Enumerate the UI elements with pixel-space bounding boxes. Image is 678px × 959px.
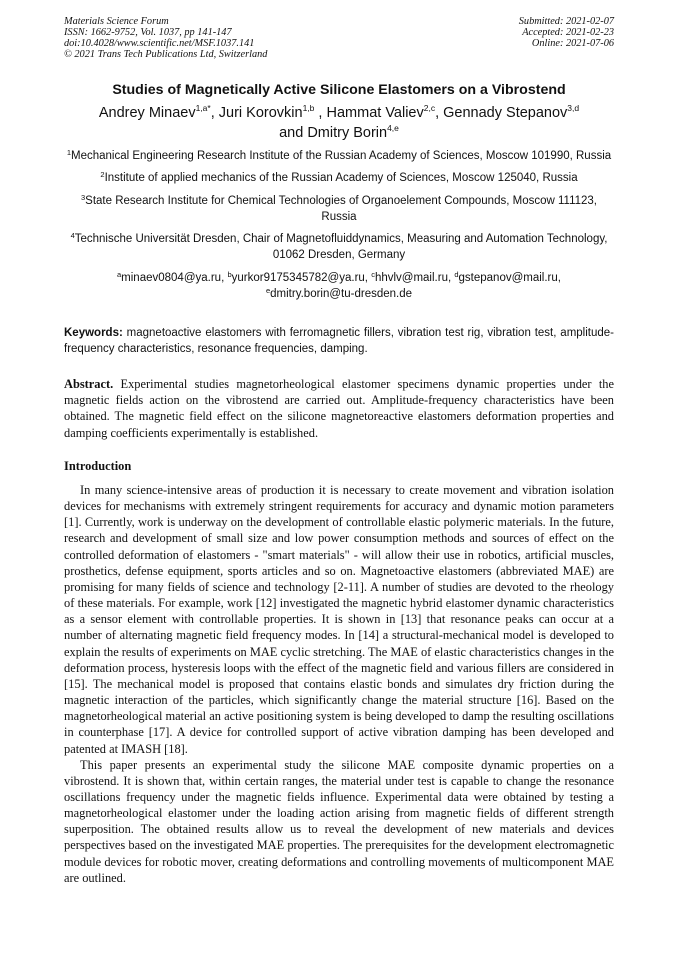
author: Andrey Minaev$^{1,a*}$, [98, 103, 219, 121]
introduction-body [64, 482, 614, 886]
author: Hammat Valiev$^{2,c}$, [326, 103, 444, 121]
affiliation: $^2$Institute of applied mechanics of the Russian Academy of Sciences, Moscow 125040, Russia [100, 170, 578, 185]
keywords [64, 325, 614, 357]
author: Juri Korovkin$^{1,b}$ , [218, 103, 327, 121]
email[interactable]: $^d$gstepanov@mail.ru, [454, 269, 561, 284]
abstract-text: Experimental studies magnetorheological elastomer specimens dynamic properties under the magnetic fields action on the vibrostend are carried out. Amplitude-frequency characteristics have been obtained. The magnetic field effect on the silicone magnetoreactive elastomers deformation properties and damping coefficients experimentally is established. [64, 377, 614, 440]
online-date: Online: 2021-07-06 [531, 38, 614, 49]
email[interactable]: $^c$hhvlv@mail.ru, [371, 269, 455, 284]
abstract-label: Abstract. [64, 377, 114, 391]
email[interactable]: $^e$dmitry.borin@tu-dresden.de [265, 286, 413, 301]
accepted-date: Accepted: 2021-02-23 [522, 27, 614, 38]
author: Gennady Stepanov$^{3,d}$ [443, 103, 580, 121]
journal-name: Materials Science Forum [64, 16, 169, 27]
issn-line: ISSN: 1662-9752, Vol. 1037, pp 141-147 [64, 27, 232, 38]
introduction-heading: Introduction [64, 459, 132, 473]
author: and Dmitry Borin$^{4,e}$ [279, 123, 399, 141]
dates-header [519, 16, 614, 49]
paragraph: In many science-intensive areas of production it is necessary to create movement and vibration isolation devices for mechanisms with extremely stringent requirements for accuracy and dynamic motion parameters [1]. Currently, work is underway on the development of controllable elastic polymeric materials. In the future, research and development of small size and low power consumption methods and sources of effect on the controlled deformation of elastomers - "smart materials" - will allow their use in robotics, artificial muscles, prosthetics, defense equipment, sports articles and so on. Magnetoactive elastomers (abbreviated MAE) are promising for many fields of science and technology [2-11]. A number of studies are devoted to the rheology of these materials. For example, work [12] investigated the magnetic hybrid elastomer dynamic characteristics as a sensor element with controllable properties. It is shown in [13] that resonance peaks can occur at a number of alternating magnetic field frequency modes. In [14] a structural-mechanical model is developed to explain the results of experiments on MAE cyclic stretching. The MAE of elastic characteristics changes in the deformation process, hysteresis loops with the effect of the magnetic field and various fillers are considered in [15]. The mechanical model is proposed that contains elastic bonds and simulates dry friction during the magnetic interaction of the particles, which significantly change the material structure [16]. Based on the magnetorheological material an active positioning system is being developed to damp the resulting oscillations in counterphase [17]. A device for controlled support of active vibration damping has been developed and patented at IMASH [18]. [64, 483, 614, 756]
doi-line: doi:10.4028/www.scientific.net/MSF.1037.141 [64, 38, 255, 49]
email-list [64, 270, 614, 303]
submitted-date: Submitted: 2021-02-07 [518, 16, 614, 27]
abstract [64, 376, 614, 441]
copyright-line: © 2021 Trans Tech Publications Ltd, Switzerland [64, 49, 268, 60]
affiliation: $^3$State Research Institute for Chemical Technologies of Organoelement Compounds, Moscow 111123, Russia [81, 192, 597, 223]
email[interactable]: $^b$yurkor9175345782@ya.ru, [227, 269, 372, 284]
keywords-text: magnetoactive elastomers with ferromagnetic fillers, vibration test rig, vibration test, amplitude-frequency characteristics, resonance frequencies, damping. [64, 327, 614, 355]
affiliation: $^4$Technische Universität Dresden, Chair of Magnetofluiddynamics, Measuring and Automation Technology, 01062 Dresden, Germany [70, 231, 608, 262]
paragraph: This paper presents an experimental study the silicone MAE composite dynamic properties on a vibrostend. It is shown that, within certain ranges, the material under test is capable to change the resonance oscillations frequency under the magnetic fields influence. Experimental data were obtained by testing a magnetorheological elastomer under the loading action arising from magnetic fields of different strength superposition. The obtained results allow us to reveal the development of new materials and devices perspectives based on the investigated MAE properties. The prerequisites for the development electromagnetic module devices for robotic mover, creating deformations and controlling movements of multicomponent MAE are outlined. [64, 757, 614, 885]
affiliation: $^1$Mechanical Engineering Research Institute of the Russian Academy of Sciences, Moscow 101990, Russia [66, 148, 612, 162]
journal-header [64, 16, 267, 60]
keywords-label: Keywords: [64, 327, 123, 339]
email[interactable]: $^a$minaev0804@ya.ru, [117, 269, 228, 284]
affiliations [64, 148, 614, 302]
paper-title: Studies of Magnetically Active Silicone Elastomers on a Vibrostend [112, 82, 566, 98]
author-list [64, 103, 614, 143]
